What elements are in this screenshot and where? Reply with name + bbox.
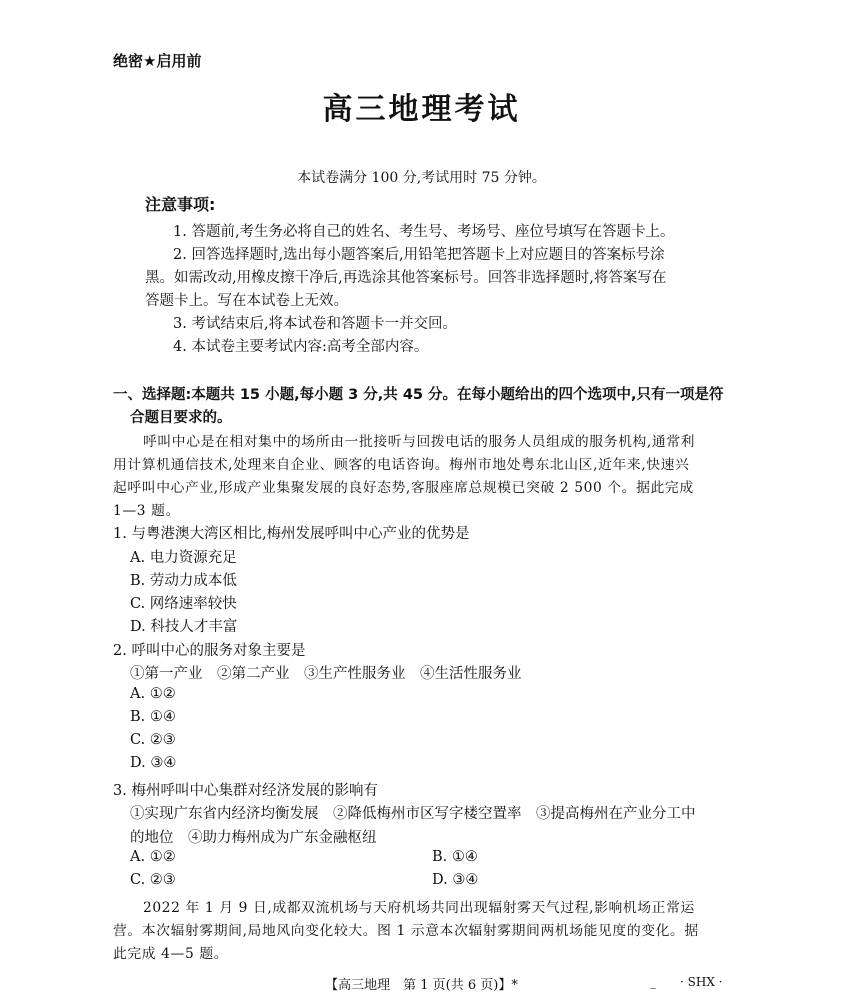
footer-mark: _ [650, 975, 656, 989]
question-1-stem: 1. 与粤港澳大湾区相比,梅州发展呼叫中心产业的优势是 [113, 526, 470, 542]
q2-option-d: D. ③④ [130, 755, 177, 771]
passage-line: 营。本次辐射雾期间,局地风向变化较大。图 1 示意本次辐射雾期间两机场能见度的变化。据 [113, 923, 699, 939]
q3-choices: ①实现广东省内经济均衡发展 ②降低梅州市区写字楼空置率 ③提高梅州在产业分工中 [130, 806, 696, 822]
notice-line: 3. 考试结束后,将本试卷和答题卡一并交回。 [173, 316, 458, 332]
q3-choices-cont: 的地位 ④助力梅州成为广东金融枢纽 [130, 830, 377, 846]
q2-option-b: B. ①④ [130, 709, 176, 725]
section-heading: 一、选择题:本题共 15 小题,每小题 3 分,共 45 分。在每小题给出的四个选项中,只有一项是符 [113, 387, 724, 403]
notice-line: 4. 本试卷主要考试内容:高考全部内容。 [173, 339, 429, 355]
passage-line: 起呼叫中心产业,形成产业集聚发展的良好态势,客服座席总规模已突破 2 500 个。据此完成 [113, 480, 694, 496]
q2-choices: ①第一产业 ②第二产业 ③生产性服务业 ④生活性服务业 [130, 666, 522, 682]
notice-line: 黑。如需改动,用橡皮擦干净后,再选涂其他答案标号。回答非选择题时,将答案写在 [145, 270, 667, 286]
notice-line: 答题卡上。写在本试卷上无效。 [145, 293, 348, 309]
question-3-stem: 3. 梅州呼叫中心集群对经济发展的影响有 [113, 783, 378, 799]
passage-line: 此完成 4—5 题。 [113, 946, 229, 962]
section-heading-cont: 合题目要求的。 [130, 410, 232, 426]
page-footer: 【高三地理 第 1 页(共 6 页)】* [325, 978, 518, 993]
passage-line: 用计算机通信技术,处理来自企业、顾客的电话咨询。梅州市地处粤东北山区,近年来,快速兴 [113, 457, 690, 473]
notice-heading: 注意事项: [145, 195, 216, 214]
passage-line: 2022 年 1 月 9 日,成都双流机场与天府机场共同出现辐射雾天气过程,影响机场正常运 [143, 900, 695, 916]
notice-line: 2. 回答选择题时,选出每小题答案后,用铅笔把答题卡上对应题目的答案标号涂 [173, 247, 665, 263]
confidential-label: 绝密★启用前 [113, 52, 202, 70]
question-2-stem: 2. 呼叫中心的服务对象主要是 [113, 643, 306, 659]
q2-option-c: C. ②③ [130, 732, 176, 748]
full-score-note: 本试卷满分 100 分,考试用时 75 分钟。 [297, 170, 546, 186]
q1-option-b: B. 劳动力成本低 [130, 573, 237, 589]
q3-option-d: D. ③④ [432, 872, 479, 888]
q1-option-c: C. 网络速率较快 [130, 596, 237, 612]
q3-option-c: C. ②③ [130, 872, 176, 888]
q3-option-b: B. ①④ [432, 849, 478, 865]
footer-code: · SHX · [680, 975, 723, 989]
q2-option-a: A. ①② [130, 686, 176, 702]
q3-option-a: A. ①② [130, 849, 176, 865]
notice-line: 1. 答题前,考生务必将自己的姓名、考生号、考场号、座位号填写在答题卡上。 [173, 224, 675, 240]
q1-option-a: A. 电力资源充足 [130, 550, 237, 566]
q1-option-d: D. 科技人才丰富 [130, 619, 238, 635]
exam-title: 高三地理考试 [322, 92, 521, 127]
passage-line: 1—3 题。 [113, 503, 180, 519]
passage-line: 呼叫中心是在相对集中的场所由一批接听与回拨电话的服务人员组成的服务机构,通常利 [143, 434, 696, 450]
